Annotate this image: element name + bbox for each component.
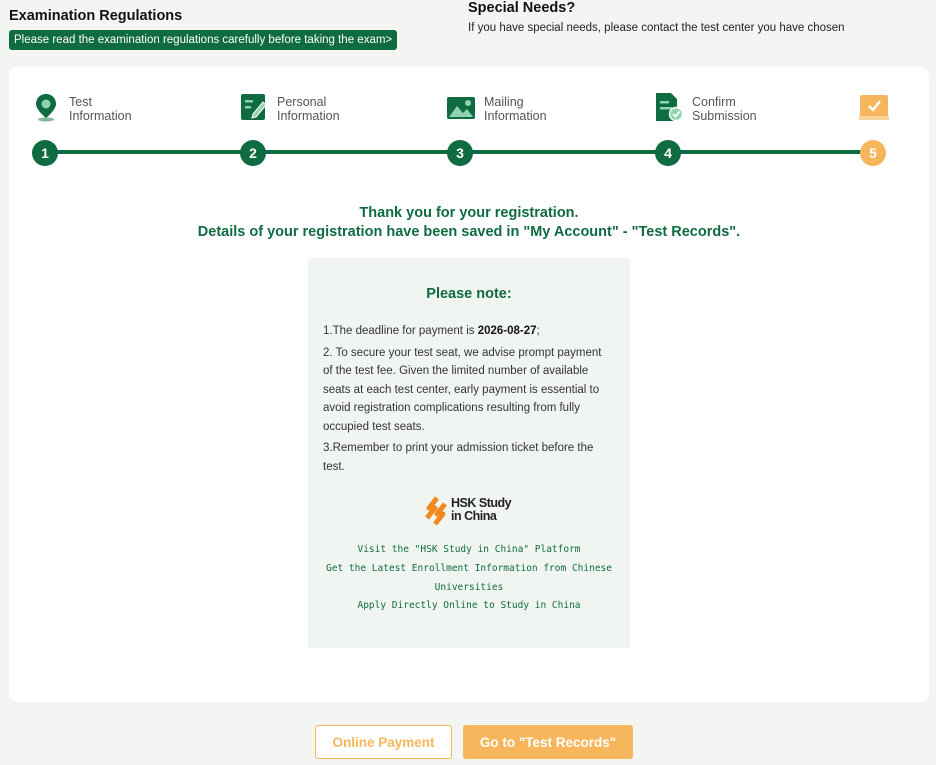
note-item-3: 3.Remember to print your admission ticket before the test. — [323, 442, 594, 473]
step-number-5: 5 — [860, 140, 886, 166]
deadline-prefix: 1.The deadline for payment is — [323, 325, 478, 337]
note-item-2: 2. To secure your test seat, we advise prompt payment of the test fee. Given the limited number of available seats at each test center, early payment is essential to avoid registration complications resulting from fully occupied test seats. — [323, 346, 602, 433]
step-personal-information — [239, 92, 429, 172]
logo-text-1: HSK Study — [451, 496, 512, 510]
step-mailing-information — [446, 92, 636, 172]
step-number-2: 2 — [240, 140, 266, 166]
promo-line-3: Apply Directly Online to Study in China — [357, 600, 581, 611]
step-label: Personal Information — [277, 95, 340, 123]
promo-line-2: Get the Latest Enrollment Information from Chinese Universities — [326, 563, 612, 593]
special-needs-section — [468, 0, 845, 34]
step-number-1: 1 — [32, 140, 58, 166]
regulations-section — [9, 8, 397, 50]
step-label: Confirm Submission — [692, 95, 757, 123]
special-needs-title: Special Needs? — [468, 0, 576, 16]
location-pin-icon — [31, 92, 61, 122]
thanks-line-2: Details of your registration have been saved in "My Account" - "Test Records". — [197, 224, 741, 240]
note-text — [323, 322, 608, 479]
registration-card — [9, 67, 929, 702]
checkbox-complete-icon — [859, 92, 889, 122]
edit-form-icon — [239, 92, 269, 122]
note-item-1 — [323, 322, 608, 341]
step-number-3: 3 — [447, 140, 473, 166]
test-records-button[interactable]: Go to "Test Records" — [463, 725, 633, 759]
image-mail-icon — [446, 92, 476, 122]
step-number-4: 4 — [655, 140, 681, 166]
hsk-logo-mark-icon — [423, 496, 449, 526]
step-label: Mailing Information — [484, 95, 547, 123]
special-needs-text: If you have special needs, please contact the test center you have chosen — [468, 22, 845, 34]
step-test-information — [31, 92, 221, 172]
regulations-title: Examination Regulations — [9, 8, 183, 24]
promo-line-1: Visit the "HSK Study in China" Platform — [357, 544, 581, 555]
deadline-date: 2026-08-27 — [477, 325, 537, 337]
logo-text-2: in China — [451, 509, 497, 523]
step-label: Test Information — [69, 95, 132, 123]
note-title: Please note: — [426, 286, 512, 302]
online-payment-button[interactable]: Online Payment — [315, 725, 452, 759]
deadline-suffix: ; — [536, 325, 540, 337]
document-check-icon — [654, 92, 684, 122]
regulations-link[interactable]: Please read the examination regulations carefully before taking the exam> — [9, 30, 397, 50]
hsk-study-logo[interactable] — [423, 496, 518, 528]
thanks-line-1: Thank you for your registration. — [359, 205, 579, 221]
note-box — [308, 258, 630, 648]
step-confirm-submission — [654, 92, 844, 172]
